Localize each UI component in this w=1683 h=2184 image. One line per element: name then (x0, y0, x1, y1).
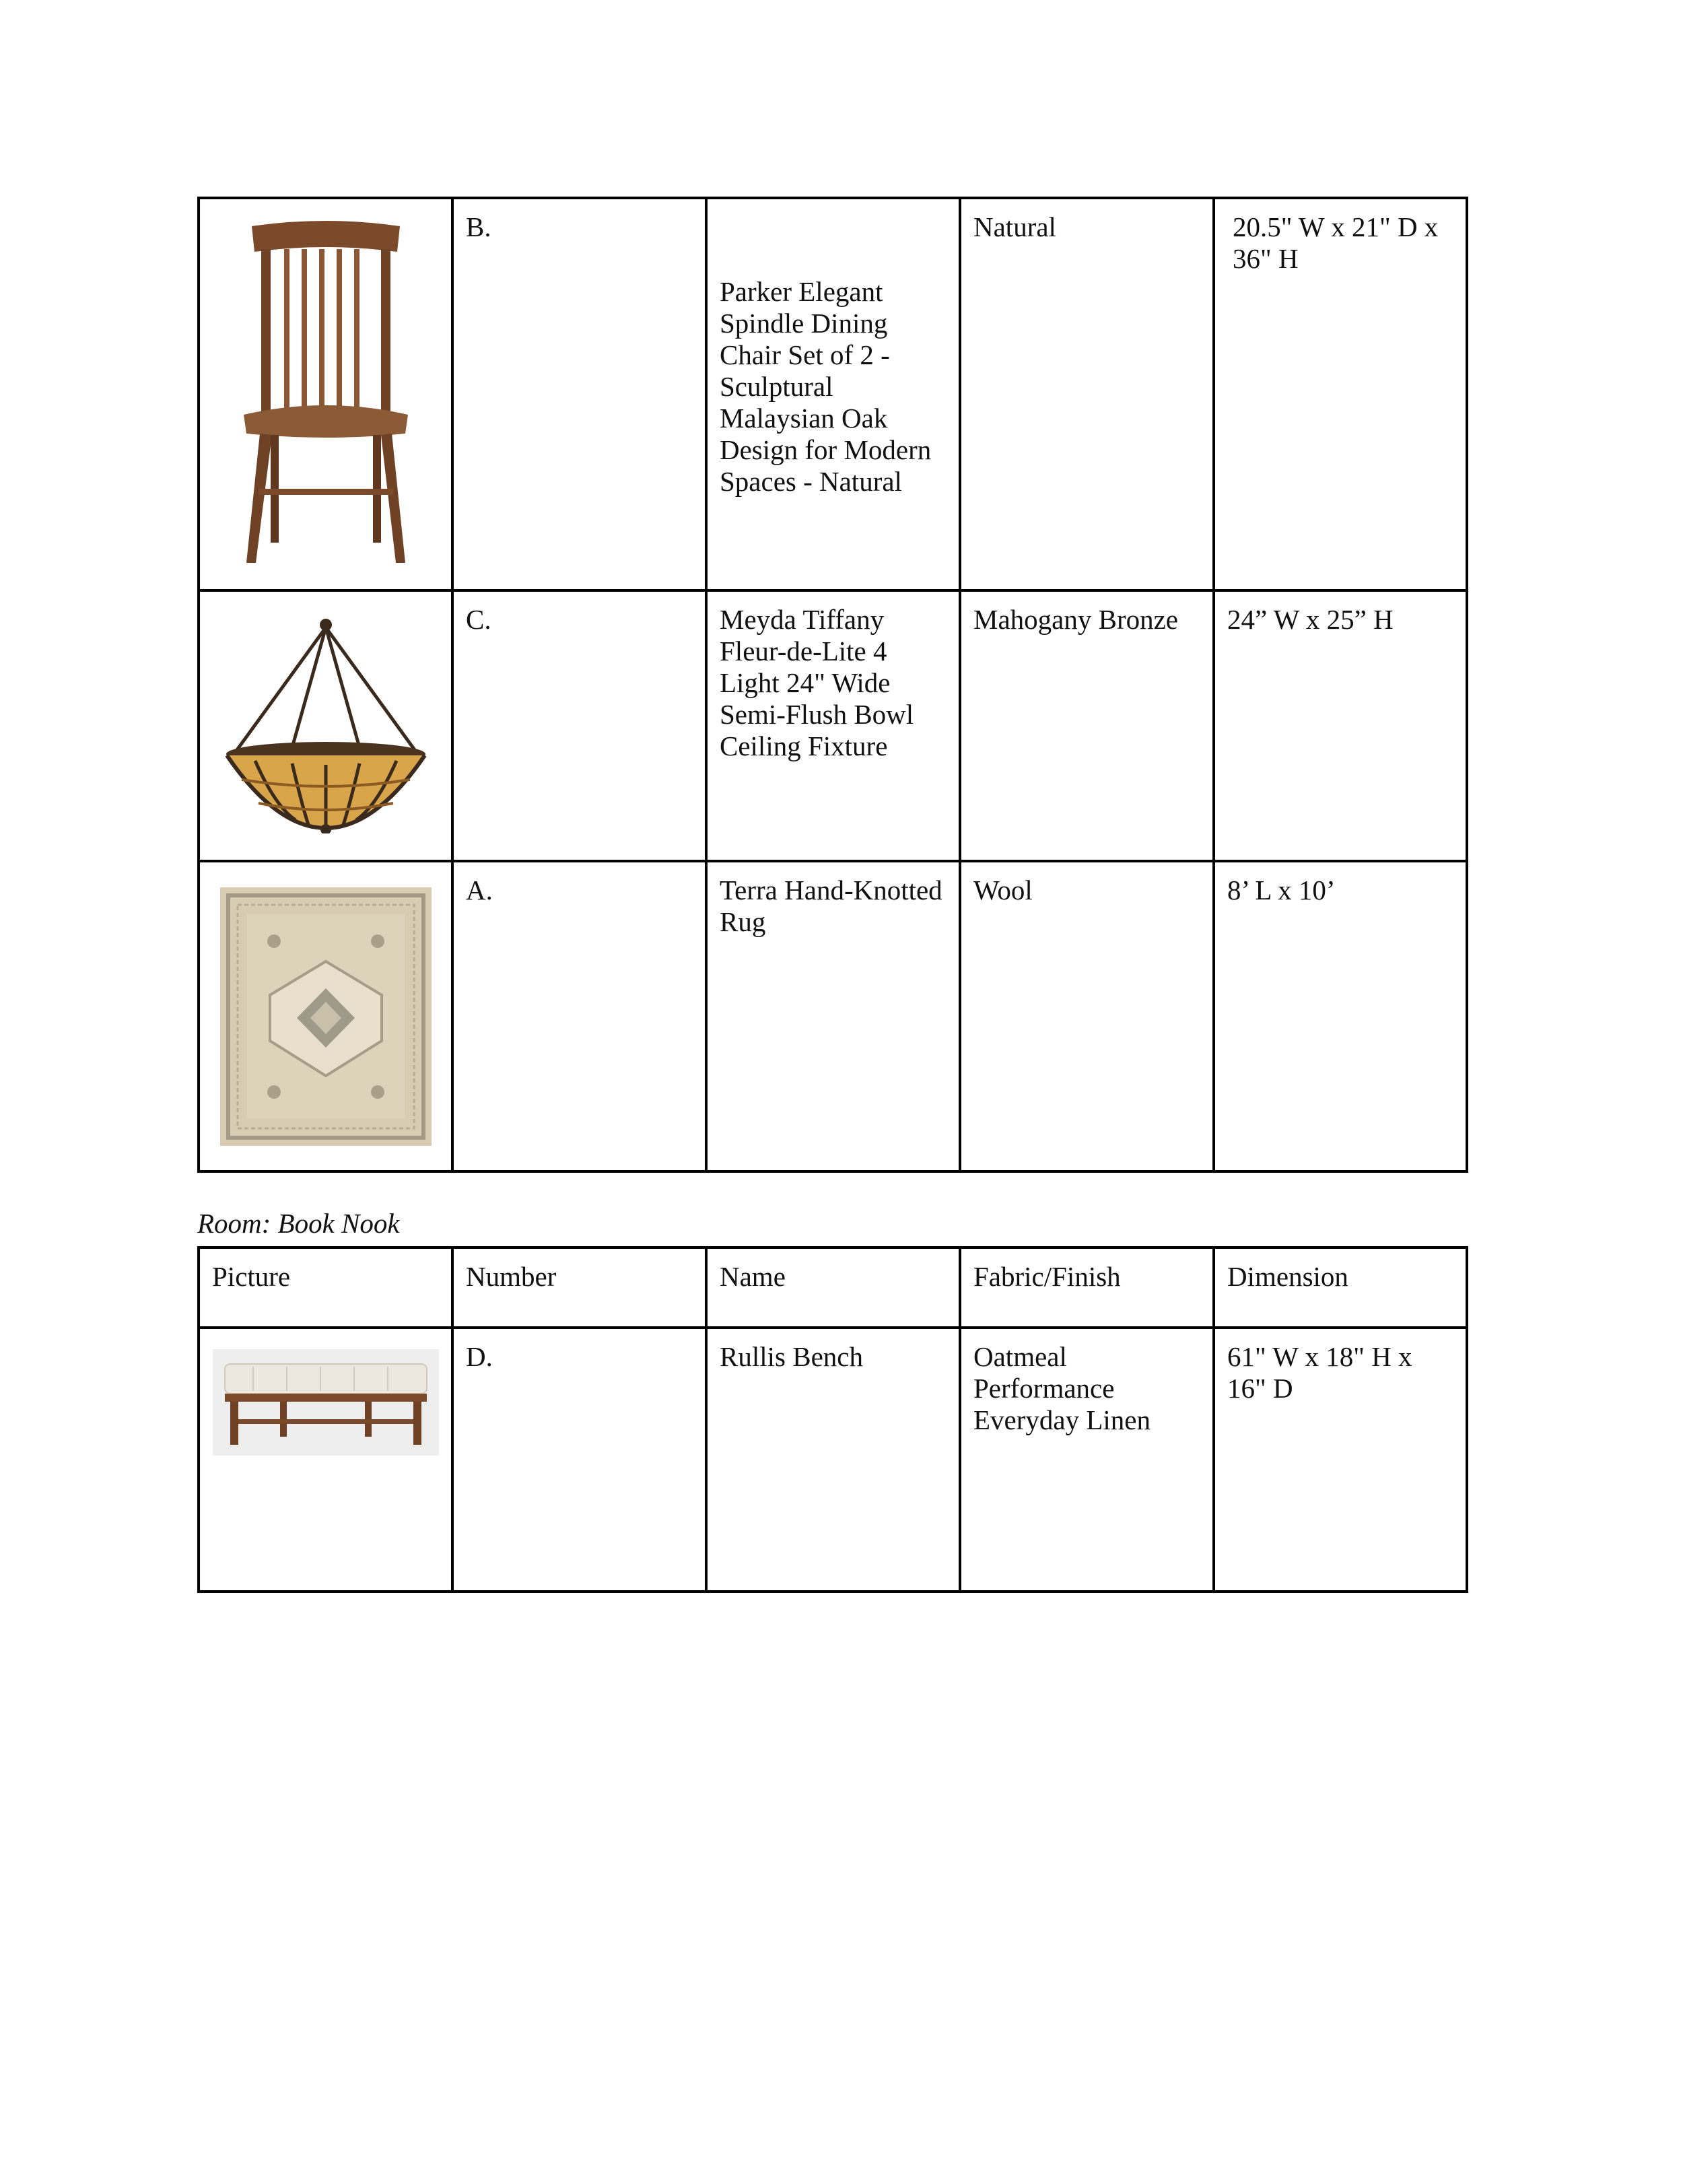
name-cell (706, 198, 960, 590)
picture-cell (199, 198, 452, 590)
name-cell: Rullis Bench (706, 1328, 960, 1592)
book-nook-table (197, 1246, 1468, 1593)
picture-cell (199, 1328, 452, 1592)
picture-cell (199, 861, 452, 1171)
number-cell: D. (452, 1328, 706, 1592)
number-cell: A. (452, 861, 706, 1171)
dimension-cell: 24” W x 25” H (1214, 590, 1467, 861)
dimension-text: 20.5" W x 21" D x 36" H (1233, 211, 1439, 274)
finish-cell: Oatmeal Performance Everyday Linen (960, 1328, 1214, 1592)
picture-cell (199, 590, 452, 861)
finish-cell: Mahogany Bronze (960, 590, 1214, 861)
dimension-cell: 8’ L x 10’ (1214, 861, 1467, 1171)
header-finish: Fabric/Finish (960, 1248, 1214, 1328)
bench-image (213, 1349, 439, 1456)
table-row (199, 590, 1467, 861)
header-picture: Picture (199, 1248, 452, 1328)
pendant-light-image (221, 618, 430, 833)
room-caption: Room: Book Nook (197, 1208, 400, 1239)
name-cell: Terra Hand-Knotted Rug (706, 861, 960, 1171)
table-row (199, 1328, 1467, 1592)
header-dimension: Dimension (1214, 1248, 1467, 1328)
number-cell: B. (452, 198, 706, 590)
furniture-spec-table (197, 197, 1468, 1173)
finish-cell: Natural (960, 198, 1214, 590)
product-name: Parker Elegant Spindle Dining Chair Set of 2 - Sculptural Malaysian Oak Design for Modern Spaces - Natural (720, 276, 932, 497)
finish-cell: Wool (960, 861, 1214, 1171)
dimension-cell (1214, 198, 1467, 590)
number-cell: C. (452, 590, 706, 861)
dining-chair-image (232, 219, 420, 570)
table-row (199, 198, 1467, 590)
rug-image (220, 887, 432, 1146)
header-number: Number (452, 1248, 706, 1328)
header-name: Name (706, 1248, 960, 1328)
dimension-cell: 61" W x 18" H x 16" D (1214, 1328, 1467, 1592)
name-cell: Meyda Tiffany Fleur-de-Lite 4 Light 24" Wide Semi-Flush Bowl Ceiling Fixture (706, 590, 960, 861)
table-row (199, 861, 1467, 1171)
table-header-row (199, 1248, 1467, 1328)
